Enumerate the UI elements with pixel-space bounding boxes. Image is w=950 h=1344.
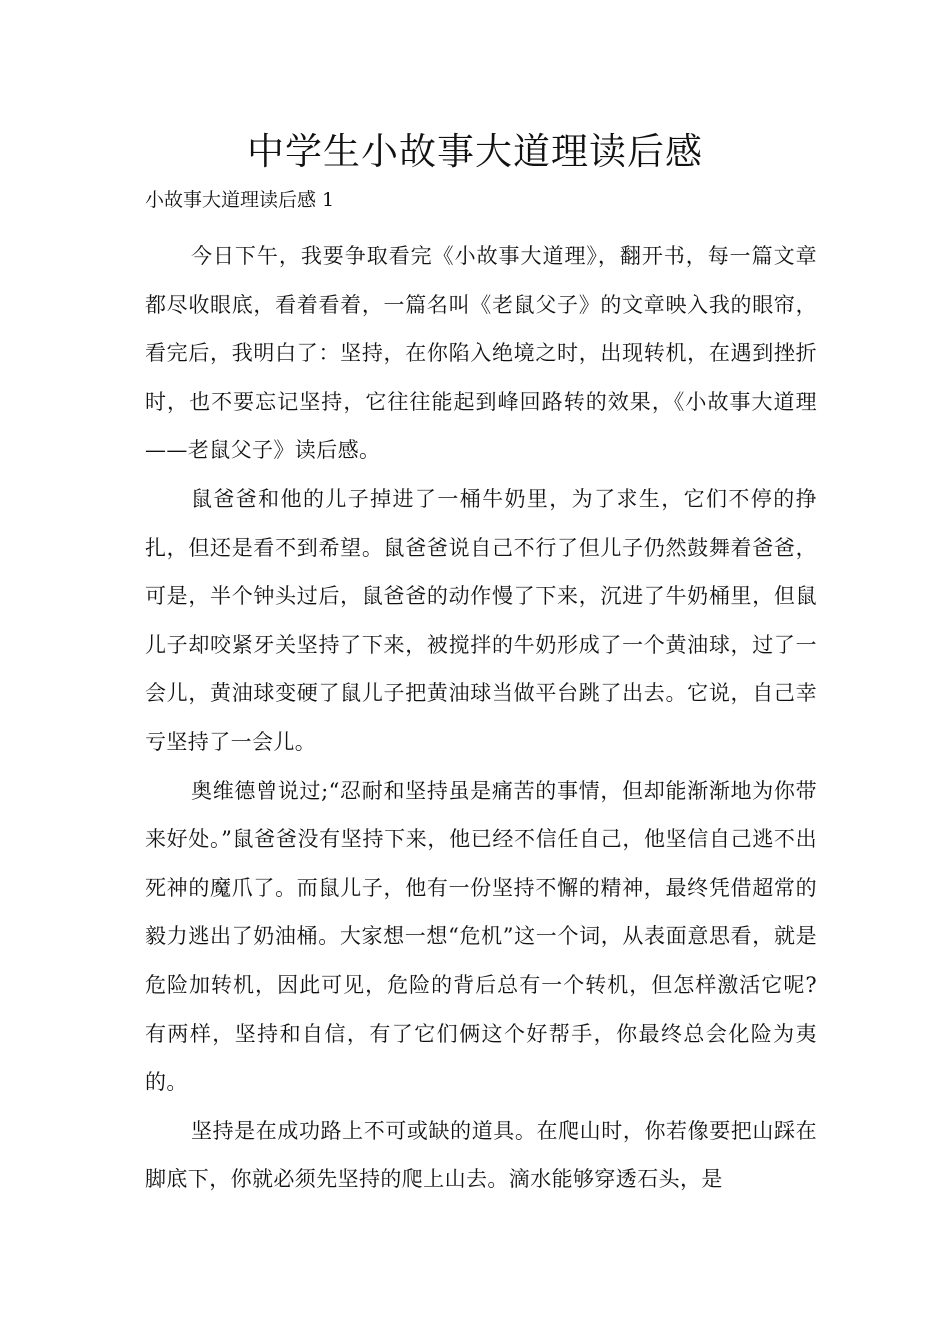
paragraph: 坚持是在成功路上不可或缺的道具。在爬山时，你若像要把山踩在脚底下，你就必须先坚持的爬上山去。滴水能够穿透石头，是 xyxy=(145,1118,817,1192)
section-heading: 小故事大道理读后感 1 xyxy=(145,189,335,211)
paragraph: 鼠爸爸和他的儿子掉进了一桶牛奶里，为了求生，它们不停的挣扎，但还是看不到希望。鼠爸爸说自己不行了但儿子仍然鼓舞着爸爸，可是，半个钟头过后，鼠爸爸的动作慢了下来，沉进了牛奶桶里，但鼠儿子却咬紧牙关坚持了下来，被搅拌的牛奶形成了一个黄油球，过了一会儿，黄油球变硬了鼠儿子把黄油球当做平台跳了出去。它说，自己幸亏坚持了一会儿。 xyxy=(145,486,817,754)
document-title: 中学生小故事大道理读后感 xyxy=(247,130,703,173)
paragraph: 奥维德曾说过;“忍耐和坚持虽是痛苦的事情，但却能渐渐地为你带来好处。”鼠爸爸没有坚持下来，他已经不信任自己，他坚信自己逃不出死神的魔爪了。而鼠儿子，他有一份坚持不懈的精神，最终凭借超常的毅力逃出了奶油桶。大家想一想“危机”这一个词，从表面意思看，就是危险加转机，因此可见，危险的背后总有一个转机，但怎样激活它呢?有两样，坚持和自信，有了它们俩这个好帮手，你最终总会化险为夷的。 xyxy=(145,778,817,1095)
document-body xyxy=(145,232,817,1204)
paragraph: 今日下午，我要争取看完《小故事大道理》，翻开书，每一篇文章都尽收眼底，看着看着，一篇名叫《老鼠父子》的文章映入我的眼帘，看完后，我明白了：坚持，在你陷入绝境之时，出现转机，在遇到挫折时，也不要忘记坚持，它往往能起到峰回路转的效果，《小故事大道理——老鼠父子》读后感。 xyxy=(145,244,817,463)
